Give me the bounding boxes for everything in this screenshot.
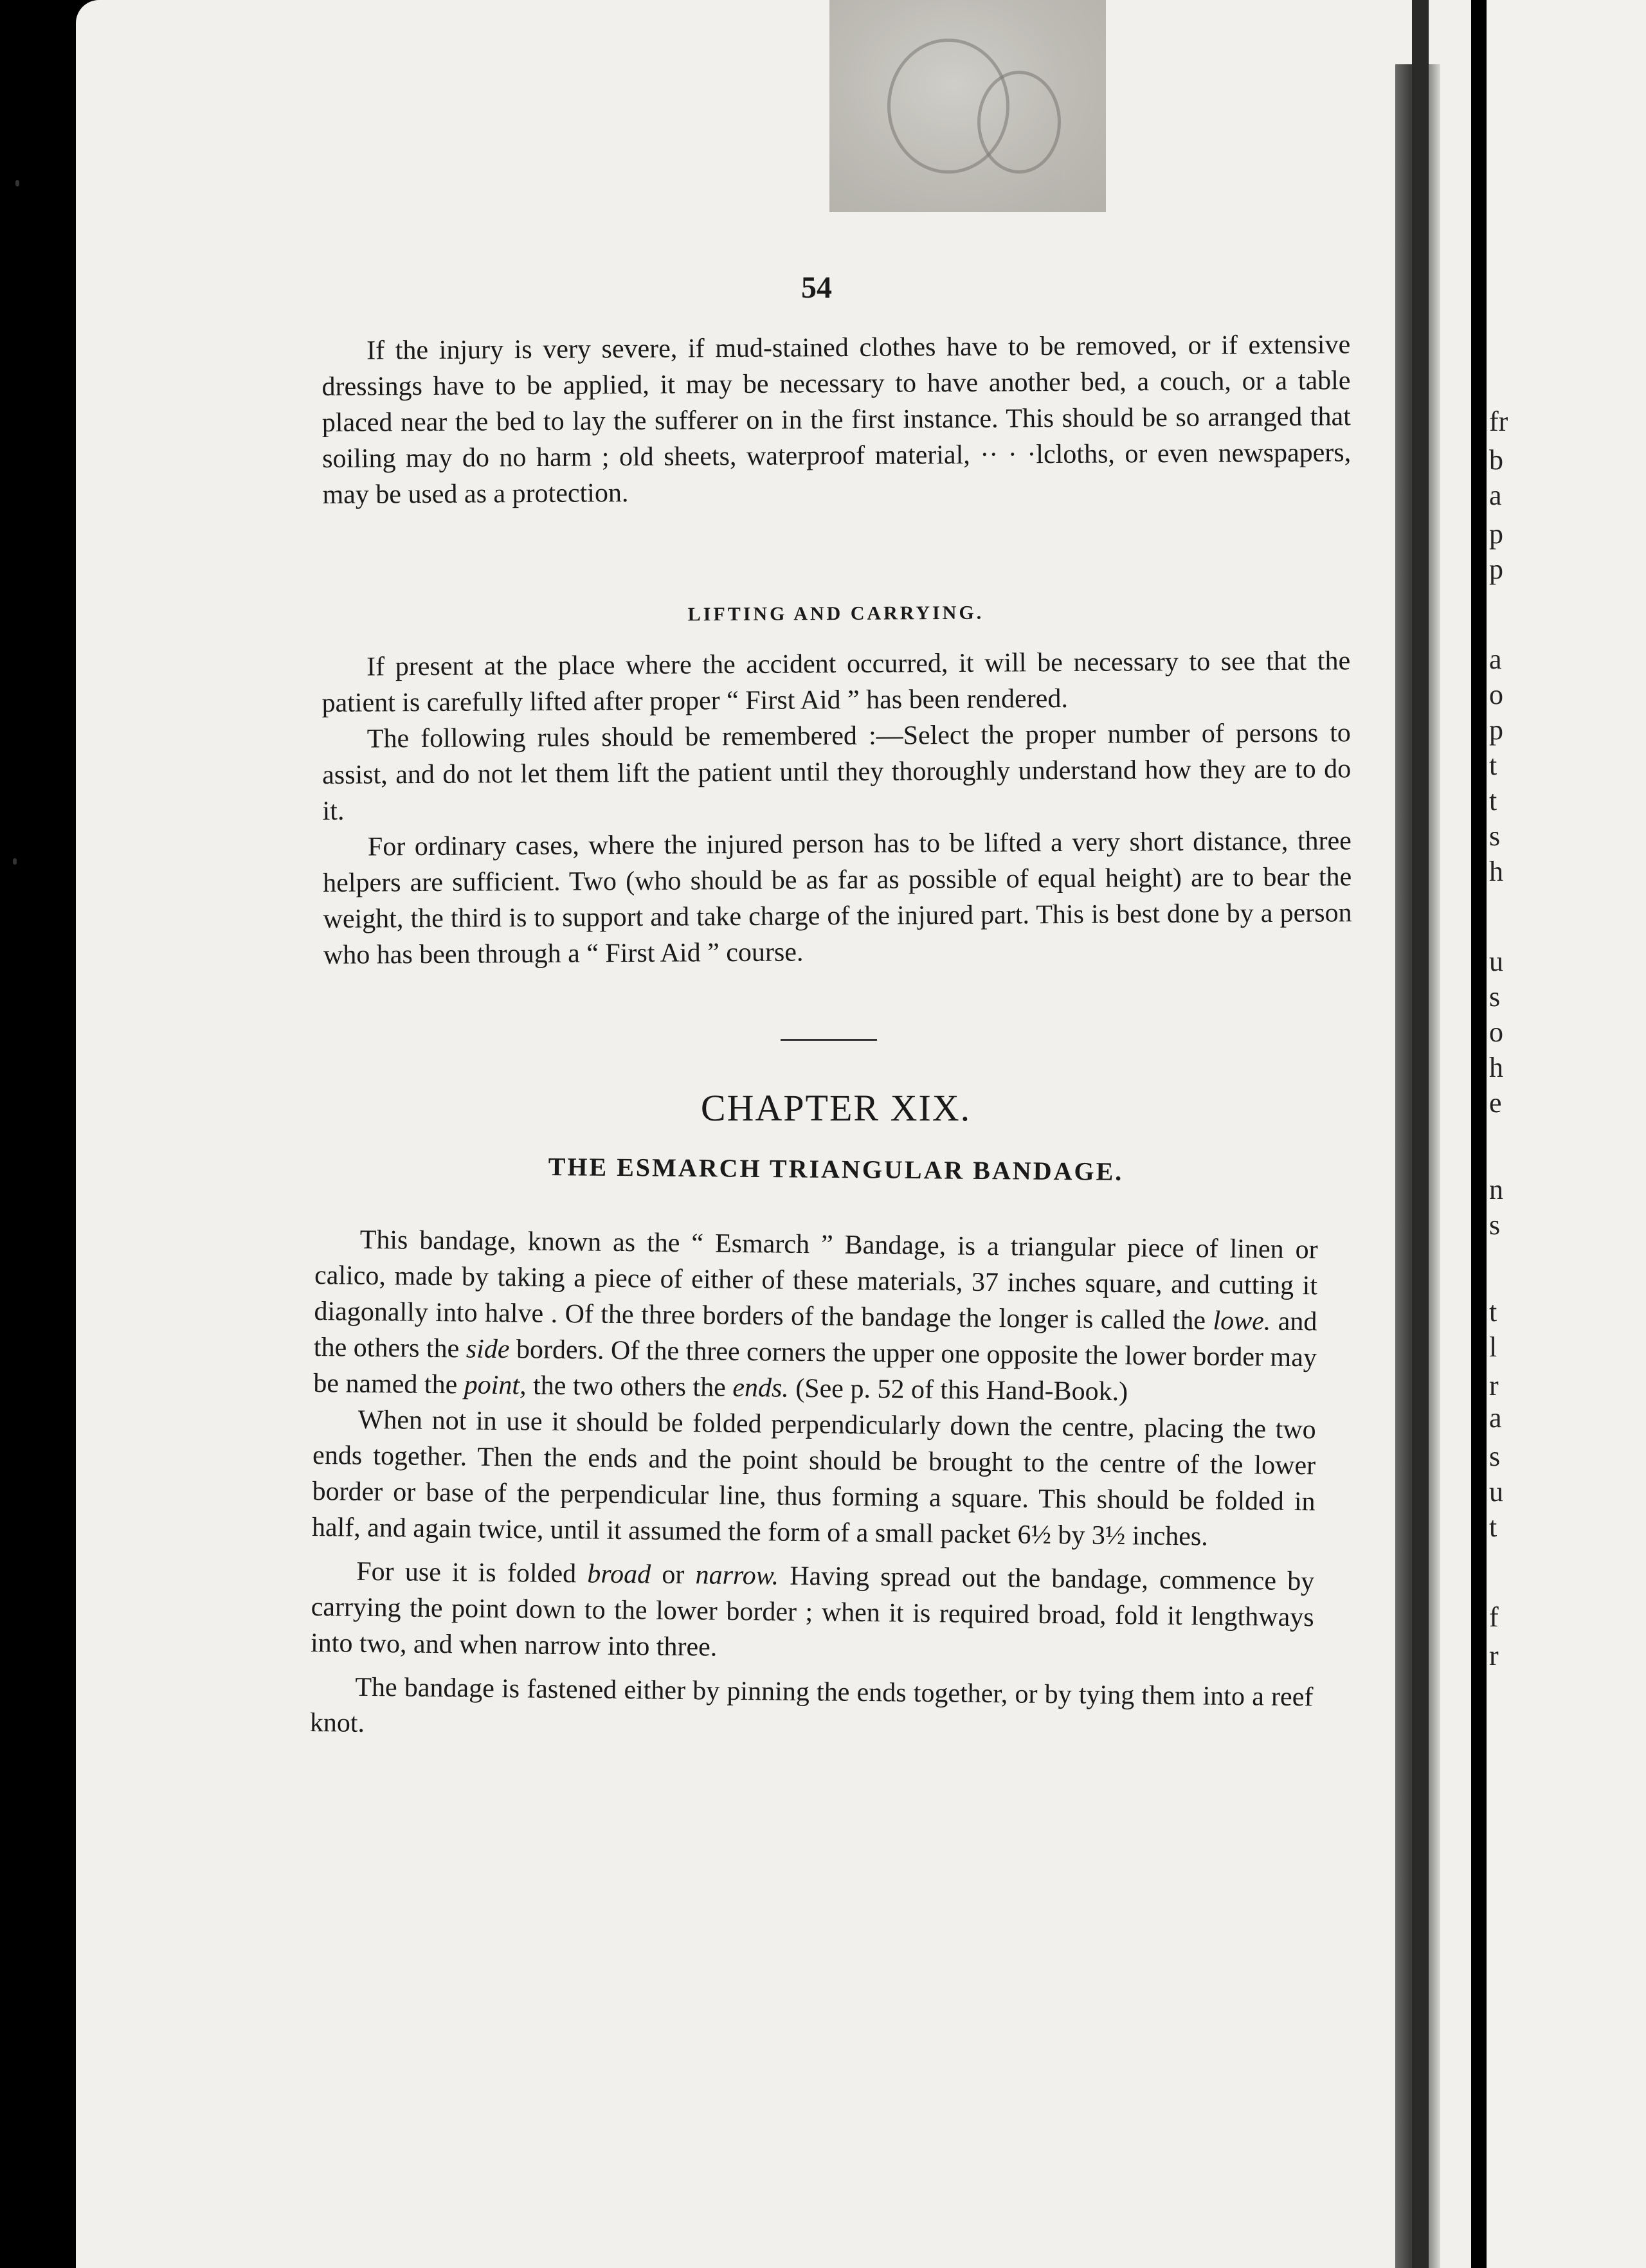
adjacent-page-fragment: l (1489, 1331, 1497, 1363)
adjacent-page-fragment: e (1489, 1087, 1502, 1119)
italic-term: ends. (732, 1372, 790, 1403)
section-heading: LIFTING AND CARRYING. (687, 602, 984, 626)
chapter-subtitle: THE ESMARCH TRIANGULAR BANDAGE. (548, 1152, 1124, 1186)
adjacent-page-fragment: r (1489, 1370, 1499, 1401)
italic-term: lowe. (1213, 1306, 1271, 1336)
italic-term: point, (464, 1370, 527, 1401)
text-run: and the others the (313, 1306, 1317, 1364)
adjacent-page-fragment: t (1489, 785, 1497, 816)
adjacent-page-fragment: s (1489, 1209, 1501, 1241)
adjacent-page-fragment: n (1489, 1174, 1503, 1205)
paragraph: The following rules should be remembered :—Select the proper number of persons to assist, and do not let them lift the patient until they thoroughly understand how they are to do it. (322, 718, 1352, 826)
adjacent-page-fragment: b (1489, 444, 1503, 476)
italic-term: side (466, 1334, 510, 1365)
adjacent-page-fragment: t (1489, 1296, 1497, 1328)
scan-speck (13, 858, 17, 865)
adjacent-page-fragment: a (1489, 1402, 1502, 1434)
adjacent-page-fragment: f (1489, 1601, 1499, 1633)
paragraph: If present at the place where the accident occurred, it will be necessary to see that the patient is carefully lifted after proper “ First Aid ” has been rendered. (321, 646, 1351, 718)
adjacent-page-fragment: s (1489, 1441, 1501, 1472)
adjacent-page-fragment: o (1489, 1016, 1503, 1048)
adjacent-page-fragment: fr (1489, 406, 1508, 437)
page-edge (1412, 0, 1429, 2268)
adjacent-page-fragment: u (1489, 1476, 1503, 1508)
bandage-paragraph-block (310, 1221, 1318, 1751)
adjacent-page (1487, 0, 1646, 2268)
adjacent-page-fragment: h (1489, 856, 1503, 887)
section-divider (781, 1039, 877, 1041)
adjacent-page-fragment: p (1489, 518, 1503, 550)
paragraph (311, 1553, 1315, 1671)
stain-mark (977, 71, 1061, 174)
adjacent-page-fragment: r (1489, 1640, 1499, 1671)
adjacent-page-fragment: s (1489, 820, 1501, 852)
italic-term: narrow. (695, 1560, 779, 1591)
text-run: For use it is folded (356, 1556, 588, 1589)
paragraph: If the injury is very severe, if mud-stained clothes have to be removed, or if extensive dressings have to be applied, it may be necessary to have another bed, a couch, or a table placed near the bed to lay the sufferer on in the first instance. This should be so arranged that soiling may do no harm ; old sheets, waterproof material, ·· · ·lcloths, or even newspapers, may be used as a protection. (321, 330, 1352, 510)
text-run: This bandage, known as the “ Esmarch ” Bandage, is a triangular piece of linen or calico, made by taking a piece of either of these materials, 37 inches square, and cutting it diagonally into halve . Of the three borders of the bandage the longer is called the (314, 1225, 1318, 1336)
adjacent-page-fragment: s (1489, 981, 1501, 1013)
page-number: 54 (801, 271, 832, 305)
scan-speck (15, 180, 19, 186)
chapter-title: CHAPTER XIX. (700, 1087, 972, 1129)
adjacent-page-fragment: h (1489, 1052, 1503, 1083)
text-run: borders. Of the three corners the upper one opposite the lower border may be named the (313, 1335, 1317, 1400)
italic-term: broad (587, 1559, 651, 1590)
adjacent-page-fragment: t (1489, 750, 1497, 781)
adjacent-page-fragment: a (1489, 480, 1502, 511)
text-run: (See p. 52 of this Hand-Book.) (788, 1373, 1128, 1407)
adjacent-page-fragment: a (1489, 644, 1502, 675)
adjacent-page-fragment: p (1489, 554, 1503, 585)
paragraph (313, 1221, 1318, 1412)
adjacent-page-fragment: u (1489, 946, 1503, 977)
paragraph: The bandage is fastened either by pinning the ends together, or by tying them into a reef knot. (309, 1672, 1314, 1738)
lifting-paragraph-block (321, 643, 1352, 973)
text-run: Having spread out the bandage, commence by carrying the point down to the lower border ; when it is required broad, fold it lengthways into two, and when narrow into three. (310, 1561, 1315, 1662)
tape-stain (829, 0, 1106, 212)
adjacent-page-fragment: p (1489, 714, 1503, 746)
paragraph: When not in use it should be folded perpendicularly down the centre, placing the two ends together. Then the ends and the point should be brought to the centre of the lower border or base of the perpendicular line, thus forming a square. This should be folded in half, and again twice, until it assumed the form of a small packet 6½ by 3½ inches. (311, 1405, 1316, 1552)
intro-paragraph-block (321, 327, 1352, 513)
text-run: or (650, 1560, 696, 1590)
text-run: the two others the (526, 1371, 733, 1403)
adjacent-page-fragment: o (1489, 679, 1503, 710)
adjacent-page-fragment: t (1489, 1511, 1497, 1543)
paragraph: For ordinary cases, where the injured person has to be lifted a very short distance, three helpers are sufficient. Two (who should be as far as possible of equal height) are to bear the weight, the third is to support and take charge of the injured part. This is best done by a person who has been through a “ First Aid ” course. (323, 826, 1352, 970)
